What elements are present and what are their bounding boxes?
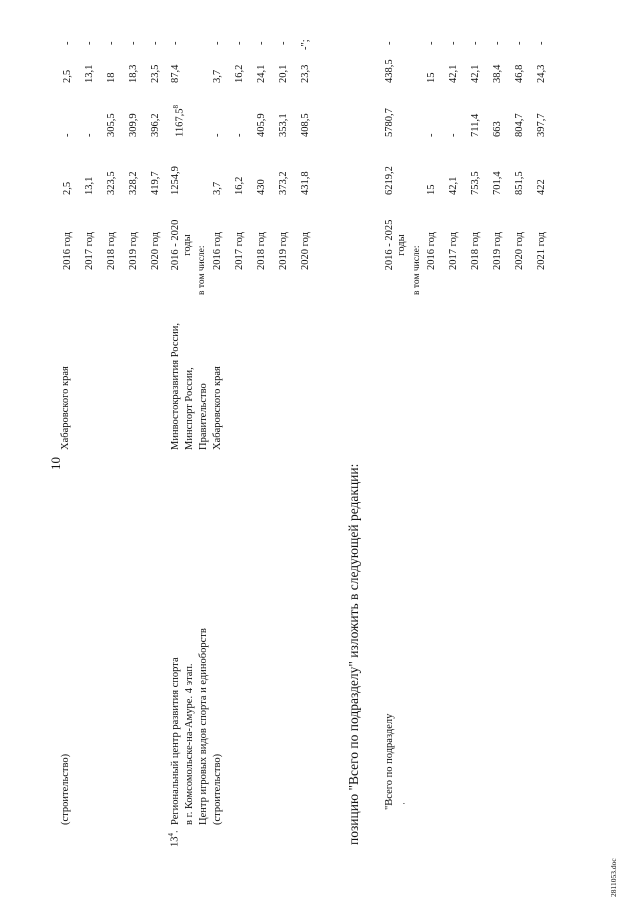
col1-cell: - bbox=[212, 133, 223, 137]
item-participant: Правительство bbox=[198, 383, 209, 450]
col2-cell: 2,5 bbox=[62, 69, 73, 83]
top-name-line: (строительство) bbox=[60, 753, 71, 825]
total-cell: 373,2 bbox=[278, 171, 289, 195]
item-period: 2016 - 2020 годы bbox=[170, 219, 193, 271]
col2-cell: 23,3 bbox=[300, 64, 311, 83]
total-cell: 2,5 bbox=[62, 181, 73, 195]
col1-cell: 305,5 bbox=[106, 113, 117, 137]
col3-cell: - bbox=[448, 41, 459, 45]
total-cell: 328,2 bbox=[128, 171, 139, 195]
col2-cell: 3,7 bbox=[212, 69, 223, 83]
col2-cell: 24,1 bbox=[256, 64, 267, 83]
item-col2: 87,4 bbox=[170, 64, 181, 83]
col2-cell: 46,8 bbox=[514, 64, 525, 83]
col3-cell: - bbox=[514, 41, 525, 45]
col3-cell: - bbox=[234, 41, 245, 45]
instruction-text: позицию "Всего по подразделу" изложить в следующей редакции: bbox=[346, 463, 361, 845]
col1-cell: 804,7 bbox=[514, 113, 525, 137]
footer-filename: 2811053.doc bbox=[609, 858, 618, 897]
total-cell: 13,1 bbox=[84, 176, 95, 195]
col1-cell: 663 bbox=[492, 121, 503, 137]
item-name-line: Региональный центр развития спорта bbox=[170, 657, 181, 825]
period-cell: 2016 год bbox=[62, 232, 73, 270]
col3-cell: - bbox=[106, 41, 117, 45]
period-cell: 2019 год bbox=[278, 232, 289, 270]
item-participant: Хабаровского края bbox=[212, 366, 223, 450]
col2-cell: 42,1 bbox=[470, 64, 481, 83]
col2-cell: 42,1 bbox=[448, 64, 459, 83]
col1-cell: 396,2 bbox=[150, 113, 161, 137]
col1-cell: - bbox=[234, 133, 245, 137]
col2-cell: 15 bbox=[426, 72, 437, 83]
period-cell: 2016 год bbox=[426, 232, 437, 270]
col3-cell: - bbox=[278, 41, 289, 45]
total-cell: 3,7 bbox=[212, 181, 223, 195]
col1-cell: 711,4 bbox=[470, 113, 481, 137]
item-number: $13^4$. bbox=[167, 830, 181, 847]
period-cell: 2020 год bbox=[300, 232, 311, 270]
total-cell: 419,7 bbox=[150, 171, 161, 195]
total-cell: 753,5 bbox=[470, 171, 481, 195]
total-block-col2: 438,5 bbox=[384, 59, 395, 83]
col3-cell: - bbox=[256, 41, 267, 45]
col1-cell: 353,1 bbox=[278, 113, 289, 137]
total-cell: 15 bbox=[426, 184, 437, 195]
total-cell: 851,5 bbox=[514, 171, 525, 195]
col1-cell: - bbox=[448, 133, 459, 137]
col3-cell: - bbox=[84, 41, 95, 45]
col1-cell: 408,5 bbox=[300, 113, 311, 137]
col3-cell: - bbox=[128, 41, 139, 45]
col2-cell: 18 bbox=[106, 72, 117, 83]
total-cell: 323,5 bbox=[106, 171, 117, 195]
col3-cell: - bbox=[212, 41, 223, 45]
in-total-label: в том числе: bbox=[412, 245, 422, 295]
period-cell: 2019 год bbox=[492, 232, 503, 270]
item-participant: Минвостокразвития России, bbox=[170, 322, 181, 450]
in-total-label: в том числе: bbox=[197, 245, 207, 295]
period-cell: 2018 год bbox=[106, 232, 117, 270]
item-col1: 1167,5$^8$ bbox=[172, 105, 186, 137]
item-name-line: в г. Комсомольске-на-Амуре. 4 этап. bbox=[184, 663, 195, 825]
item-col3: - bbox=[170, 41, 181, 45]
col2-cell: 18,3 bbox=[128, 64, 139, 83]
item-name-line: (строительство) bbox=[212, 753, 223, 825]
period-cell: 2021 год bbox=[536, 232, 547, 270]
period-cell: 2019 год bbox=[128, 232, 139, 270]
col2-cell: 16,2 bbox=[234, 64, 245, 83]
total-block-total: 6219,2 bbox=[384, 166, 395, 195]
total-block-mark: · bbox=[399, 802, 409, 805]
total-cell: 16,2 bbox=[234, 176, 245, 195]
total-block-period: 2016 - 2025 годы bbox=[384, 219, 407, 271]
total-cell: 701,4 bbox=[492, 171, 503, 195]
col1-cell: - bbox=[426, 133, 437, 137]
col3-cell: - bbox=[470, 41, 481, 45]
col1-cell: 405,9 bbox=[256, 113, 267, 137]
period-cell: 2020 год bbox=[150, 232, 161, 270]
period-cell: 2018 год bbox=[256, 232, 267, 270]
total-cell: 431,8 bbox=[300, 171, 311, 195]
col3-cell: -"; bbox=[300, 39, 311, 50]
period-cell: 2018 год bbox=[470, 232, 481, 270]
total-block-col3: - bbox=[384, 41, 395, 45]
col3-cell: - bbox=[150, 41, 161, 45]
total-cell: 422 bbox=[536, 179, 547, 195]
period-cell: 2016 год bbox=[212, 232, 223, 270]
col1-cell: 397,7 bbox=[536, 113, 547, 137]
col2-cell: 13,1 bbox=[84, 64, 95, 83]
col2-cell: 24,3 bbox=[536, 64, 547, 83]
col2-cell: 20,1 bbox=[278, 64, 289, 83]
total-block-name: "Всего по подразделу bbox=[384, 713, 395, 810]
col3-cell: - bbox=[426, 41, 437, 45]
period-cell: 2017 год bbox=[234, 232, 245, 270]
total-cell: 42,1 bbox=[448, 176, 459, 195]
col1-cell: - bbox=[62, 133, 73, 137]
col1-cell: 309,9 bbox=[128, 113, 139, 137]
col3-cell: - bbox=[62, 41, 73, 45]
col1-cell: - bbox=[84, 133, 95, 137]
col2-cell: 38,4 bbox=[492, 64, 503, 83]
item-participant: Минспорт России, bbox=[184, 367, 195, 450]
total-block-col1: 5780,7 bbox=[384, 108, 395, 137]
period-cell: 2020 год bbox=[514, 232, 525, 270]
top-participant: Хабаровского края bbox=[60, 366, 71, 450]
page-number: 10 bbox=[48, 457, 63, 470]
period-cell: 2017 год bbox=[448, 232, 459, 270]
item-name-line: Центр игровых видов спорта и единоборств bbox=[198, 628, 209, 825]
total-cell: 430 bbox=[256, 179, 267, 195]
col3-cell: - bbox=[536, 41, 547, 45]
col2-cell: 23,5 bbox=[150, 64, 161, 83]
period-cell: 2017 год bbox=[84, 232, 95, 270]
col3-cell: - bbox=[492, 41, 503, 45]
item-total: 1254,9 bbox=[170, 166, 181, 195]
